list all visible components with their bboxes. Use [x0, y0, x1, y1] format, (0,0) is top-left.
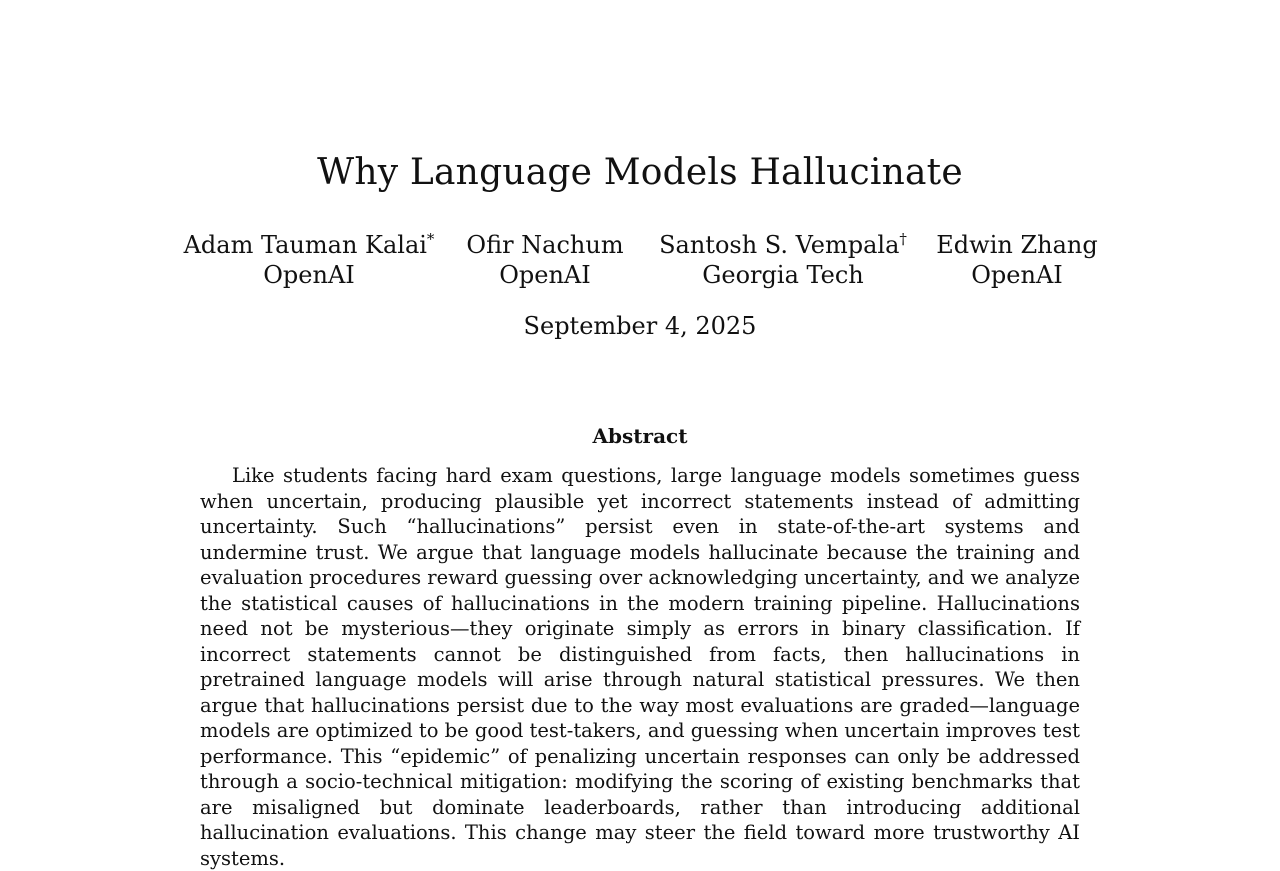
author-footnote-mark: † [899, 230, 907, 248]
author-list [0, 230, 1280, 300]
author-affiliation: OpenAI [971, 261, 1063, 289]
author-name: Ofir Nachum [466, 231, 624, 259]
author-affiliation: OpenAI [499, 261, 591, 289]
publication-date: September 4, 2025 [523, 312, 757, 340]
author-name: Santosh S. Vempala [659, 231, 900, 259]
abstract-text: Like students facing hard exam questions, large language models sometimes guess when uncertain, producing plausible yet incorrect statements instead of admitting uncertainty. Such “hallucinations” persist even in state-of-the-art systems and undermine trust. We argue that language models hallucinate because the training and evaluation procedures reward guessing over acknowledging uncertainty, and we analyze the statistical causes of hallucinations in the modern training pipeline. Hallucinations need not be mysterious—they originate simply as errors in binary classification. If incorrect statements cannot be distinguished from facts, then hallucinations in pretrained language models will arise through natural statistical pressures. We then argue that hallucinations persist due to the way most evaluations are graded—language models are optimized to be good test-takers, and guessing when uncertain improves test performance. This “epidemic” of penalizing uncertain responses can only be addressed through a socio-technical mitigation: modifying the scoring of existing benchmarks that are misaligned but dominate leaderboards, rather than introducing additional hallucination evaluations. This change may steer the field toward more trustworthy AI systems. [200, 464, 1080, 870]
author-affiliation: OpenAI [263, 261, 355, 289]
paper-title: Why Language Models Hallucinate [317, 152, 963, 193]
author-zhang [936, 230, 1097, 290]
author-kalai [184, 230, 435, 290]
author-name: Adam Tauman Kalai [183, 231, 427, 259]
author-vempala [659, 230, 907, 290]
abstract-heading: Abstract [592, 424, 688, 448]
author-affiliation: Georgia Tech [702, 261, 864, 289]
author-footnote-mark: * [426, 230, 435, 248]
author-name: Edwin Zhang [936, 231, 1098, 259]
author-nachum [466, 230, 623, 290]
